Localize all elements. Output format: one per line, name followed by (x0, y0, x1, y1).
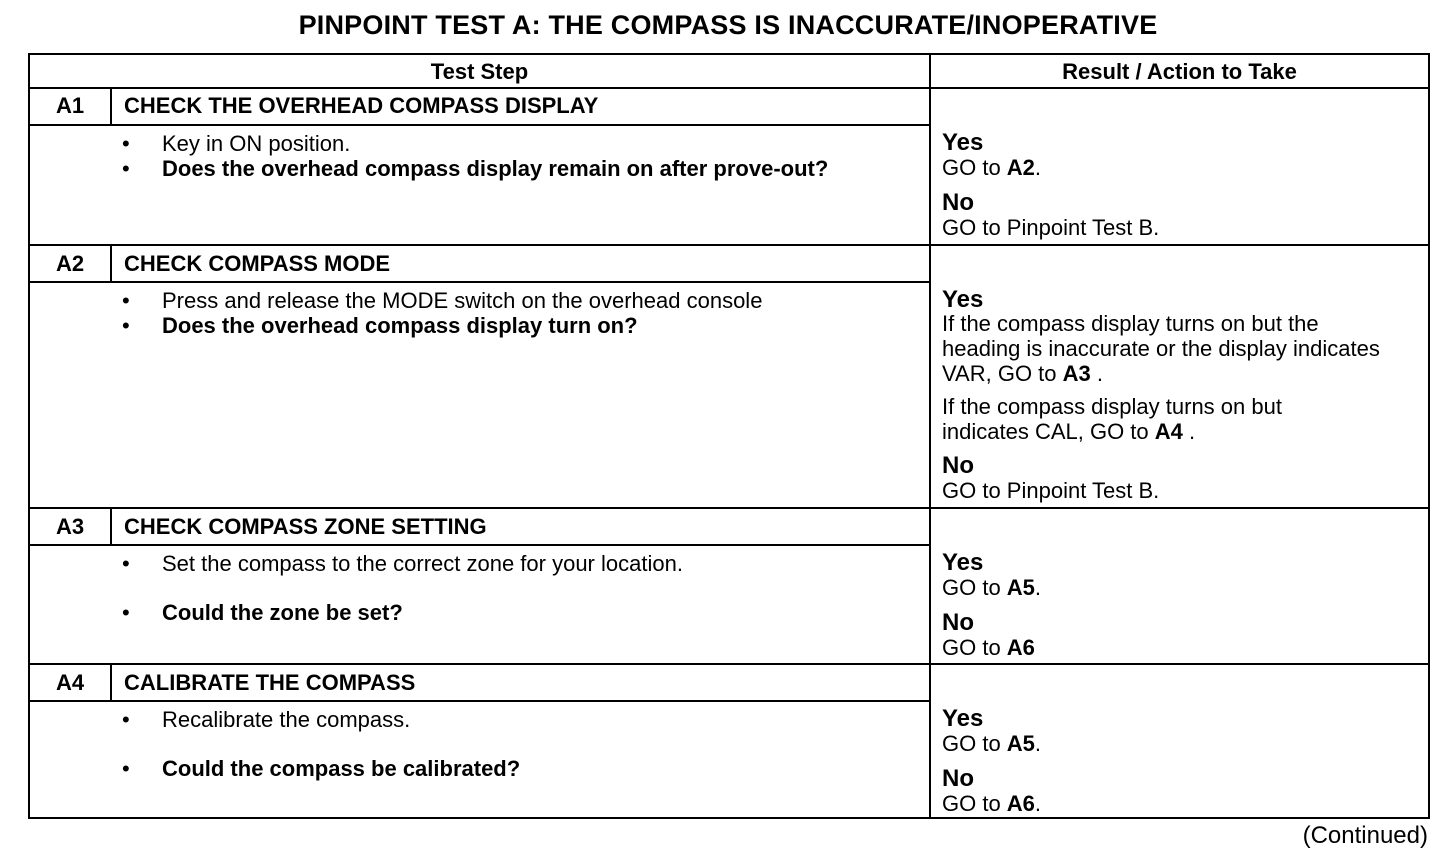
result-text: GO to (942, 635, 1007, 660)
step-reference: A5 (1006, 575, 1035, 600)
result-text: . (1182, 419, 1196, 444)
result-yes-label-a2: Yes (942, 286, 984, 313)
step-reference: A3 (1062, 361, 1091, 386)
result-text: . (1034, 791, 1042, 816)
step-reference: A6 (1006, 635, 1035, 660)
result-yes-text-a2-1 (942, 311, 1402, 386)
bullet-glyph: • (122, 551, 130, 576)
result-yes-label-a1: Yes (942, 129, 984, 156)
step-title-a2: CHECK COMPASS MODE (124, 251, 391, 276)
result-yes-text-a4 (942, 731, 1412, 756)
step-reference: A4 (1154, 419, 1183, 444)
bullet-text: Could the zone be set? (162, 600, 403, 625)
bullet-glyph: • (122, 288, 130, 313)
bullet-glyph: • (122, 156, 130, 181)
step-id-divider (110, 89, 112, 125)
bullet-text: Does the overhead compass display remain on after prove-out? (162, 156, 829, 181)
bullet-glyph: • (122, 131, 130, 156)
bullet-text: Does the overhead compass display turn on? (162, 313, 638, 338)
header-result-action: Result / Action to Take (1062, 59, 1297, 84)
step-divider (30, 507, 1428, 509)
bullet-glyph: • (122, 707, 130, 732)
bullet-glyph: • (122, 313, 130, 338)
step-id-divider (110, 246, 112, 282)
result-no-label-a2: No (942, 452, 974, 479)
step-title-divider (30, 544, 929, 546)
column-divider (929, 55, 931, 817)
result-yes-label-a3: Yes (942, 549, 984, 576)
step-id-a3: A3 (55, 514, 85, 539)
step-reference: A6 (1006, 791, 1035, 816)
result-yes-text-a1 (942, 155, 1412, 180)
header-divider (30, 87, 1428, 89)
step-id-a2: A2 (55, 251, 85, 276)
result-text: GO to (942, 791, 1007, 816)
step-title-divider (30, 281, 929, 283)
step-id-divider (110, 509, 112, 545)
result-no-text-a3 (942, 635, 1412, 660)
step-id-a4: A4 (55, 670, 85, 695)
step-divider (30, 663, 1428, 665)
bullet-text: Set the compass to the correct zone for your location. (162, 551, 683, 576)
step-title-a4: CALIBRATE THE COMPASS (124, 670, 416, 695)
header-test-step: Test Step (430, 59, 529, 84)
result-text: If the compass display turns on but the heading is inaccurate or the display indicates VAR, GO to (942, 311, 1380, 386)
result-yes-text-a2-2 (942, 394, 1372, 444)
step-id-a1: A1 (55, 93, 85, 118)
result-text: . (1034, 155, 1042, 180)
page-title: PINPOINT TEST A: THE COMPASS IS INACCURATE/INOPERATIVE (298, 10, 1158, 40)
result-text: If the compass display turns on but indicates CAL, GO to (942, 394, 1282, 444)
result-no-text-a1: GO to Pinpoint Test B. (942, 215, 1160, 240)
step-title-a1: CHECK THE OVERHEAD COMPASS DISPLAY (124, 93, 599, 118)
pinpoint-test-table (28, 53, 1430, 819)
bullet-text: Recalibrate the compass. (162, 707, 411, 732)
step-title-divider (30, 124, 929, 126)
step-reference: A2 (1006, 155, 1035, 180)
result-text: GO to (942, 731, 1007, 756)
result-text: . (1034, 575, 1042, 600)
result-text: . (1034, 731, 1042, 756)
result-yes-label-a4: Yes (942, 705, 984, 732)
result-no-text-a4 (942, 791, 1412, 816)
result-yes-text-a3 (942, 575, 1412, 600)
bullet-text: Press and release the MODE switch on the overhead console (162, 288, 763, 313)
continued-note: (Continued) (1302, 822, 1428, 849)
bullet-glyph: • (122, 756, 130, 781)
result-no-label-a1: No (942, 189, 974, 216)
step-title-a3: CHECK COMPASS ZONE SETTING (124, 514, 487, 539)
step-title-divider (30, 700, 929, 702)
result-text: GO to (942, 575, 1007, 600)
bullet-text: Key in ON position. (162, 131, 351, 156)
result-no-label-a3: No (942, 609, 974, 636)
result-text: . (1090, 361, 1103, 386)
bullet-text: Could the compass be calibrated? (162, 756, 521, 781)
result-text: GO to (942, 155, 1007, 180)
bullet-glyph: • (122, 600, 130, 625)
step-reference: A5 (1006, 731, 1035, 756)
result-no-text-a2: GO to Pinpoint Test B. (942, 478, 1160, 503)
result-no-label-a4: No (942, 765, 974, 792)
step-id-divider (110, 665, 112, 701)
step-divider (30, 244, 1428, 246)
